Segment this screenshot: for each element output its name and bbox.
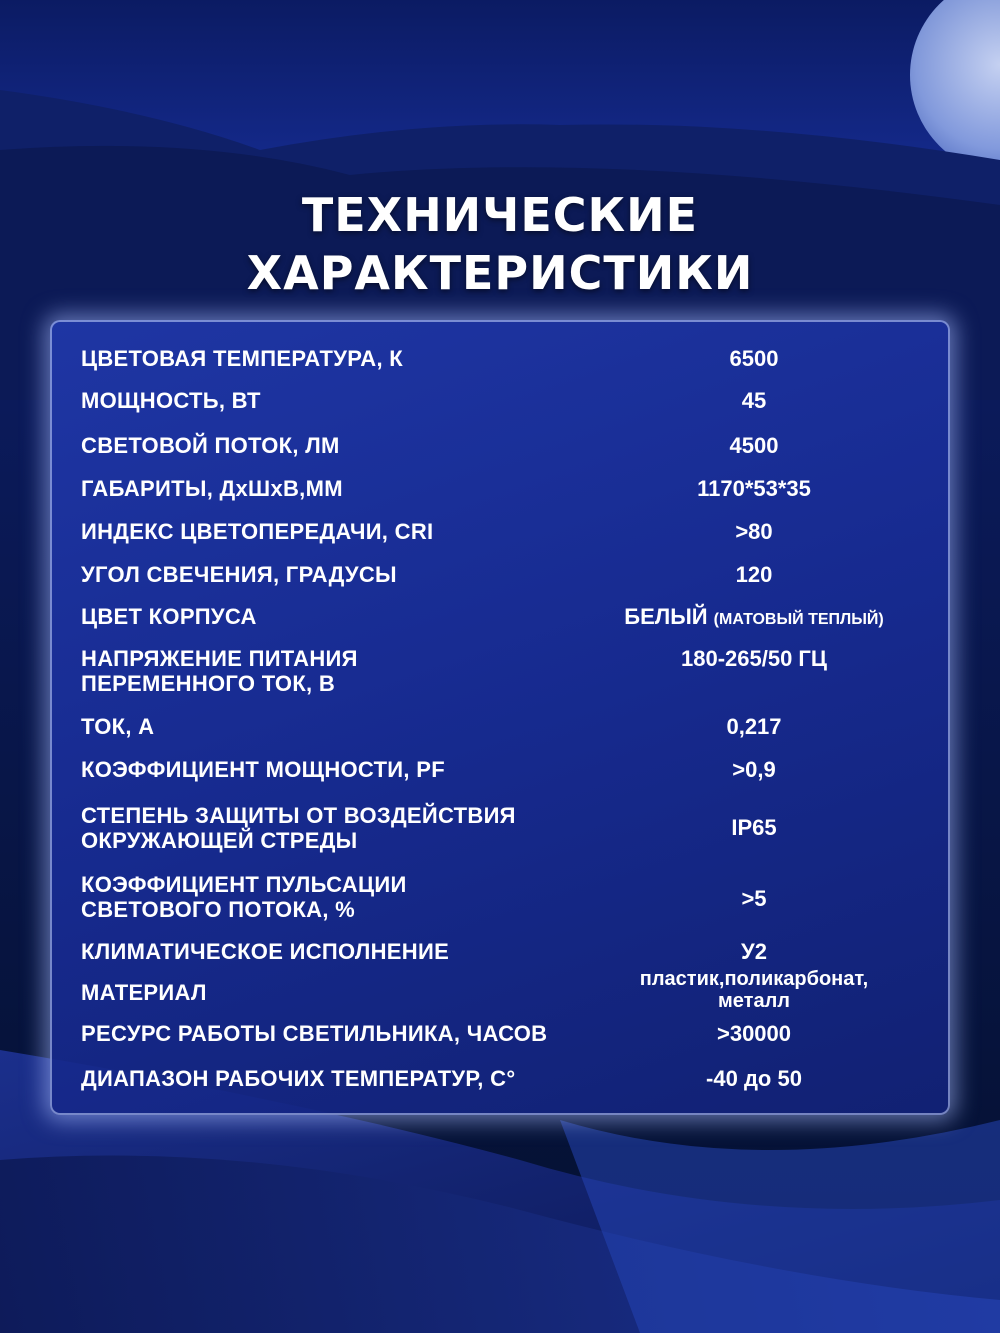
spec-value: 45	[741, 388, 767, 413]
spec-label-line-2: СВЕТОВОГО ПОТОКА, %	[81, 897, 356, 922]
spec-label: ЦВЕТОВАЯ ТЕМПЕРАТУРА, К	[81, 346, 404, 371]
spec-label: КЛИМАТИЧЕСКОЕ ИСПОЛНЕНИЕ	[81, 939, 450, 964]
spec-value	[604, 604, 904, 632]
spec-label: ТОК, А	[81, 714, 155, 739]
spec-value	[604, 968, 904, 1012]
spec-value: >5	[741, 886, 767, 911]
spec-label	[81, 646, 601, 696]
spec-value: 0,217	[726, 714, 782, 739]
title-line-2: ХАРАКТЕРИСТИКИ	[246, 246, 754, 300]
title-line-1: ТЕХНИЧЕСКИЕ	[301, 188, 699, 242]
specs-panel	[50, 320, 950, 1115]
spec-value: 4500	[729, 433, 779, 458]
spec-value: У2	[741, 939, 767, 964]
spec-value-note: (МАТОВЫЙ ТЕПЛЫЙ)	[713, 611, 884, 628]
spec-value: >0,9	[732, 757, 776, 782]
spec-label-line-2: ПЕРЕМЕННОГО ТОК, В	[81, 671, 336, 696]
spec-label: ЦВЕТ КОРПУСА	[81, 604, 257, 629]
spec-value-line-2: металл	[718, 990, 790, 1012]
spec-value-line-1: пластик,поликарбонат,	[639, 968, 869, 990]
spec-label: ИНДЕКС ЦВЕТОПЕРЕДАЧИ, CRI	[81, 519, 434, 544]
spec-value: 6500	[729, 346, 779, 371]
spec-label-line-1: КОЭФФИЦИЕНТ ПУЛЬСАЦИИ	[81, 872, 407, 897]
spec-value: -40 до 50	[706, 1066, 802, 1091]
spec-label: ДИАПАЗОН РАБОЧИХ ТЕМПЕРАТУР, С°	[81, 1066, 516, 1091]
spec-label: МОЩНОСТЬ, ВТ	[81, 388, 261, 413]
spec-label: УГОЛ СВЕЧЕНИЯ, ГРАДУСЫ	[81, 562, 397, 587]
spec-label: СВЕТОВОЙ ПОТОК, ЛМ	[81, 433, 340, 458]
spec-value: >80	[735, 519, 773, 544]
spec-value: 180-265/50 ГЦ	[681, 646, 827, 671]
spec-label: ГАБАРИТЫ, ДхШхВ,ММ	[81, 476, 343, 501]
spec-label: РЕСУРС РАБОТЫ СВЕТИЛЬНИКА, ЧАСОВ	[81, 1021, 548, 1046]
spec-label-line-2: ОКРУЖАЮЩЕЙ СТРЕДЫ	[81, 828, 358, 853]
spec-label-line-1: НАПРЯЖЕНИЕ ПИТАНИЯ	[81, 646, 358, 671]
spec-label	[81, 872, 601, 922]
spec-value: 1170*53*35	[697, 476, 811, 501]
page-title	[0, 186, 1000, 302]
spec-label-line-1: СТЕПЕНЬ ЗАЩИТЫ ОТ ВОЗДЕЙСТВИЯ	[81, 803, 516, 828]
spec-label: КОЭФФИЦИЕНТ МОЩНОСТИ, PF	[81, 757, 445, 782]
spec-value: >30000	[716, 1021, 792, 1046]
spec-value: 120	[735, 562, 773, 587]
spec-label	[81, 803, 601, 853]
spec-value-main: БЕЛЫЙ	[624, 604, 708, 629]
spec-value: IP65	[731, 815, 777, 840]
spec-label: МАТЕРИАЛ	[81, 980, 207, 1005]
